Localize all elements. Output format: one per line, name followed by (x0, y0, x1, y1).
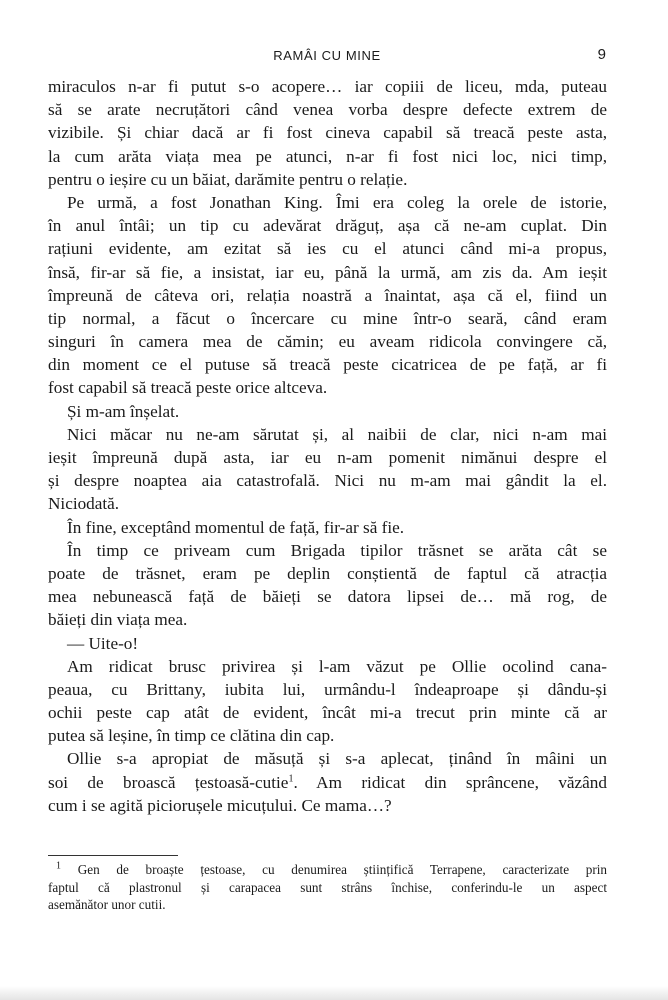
text-line: Ollie s-a apropiat de măsuță și s-a aplecat, ținând în mâini un (67, 749, 607, 769)
running-title: RAMÂI CU MINE (273, 48, 381, 63)
text-line: pentru o ieșire cu un băiat, darămite pentru o relație. (48, 169, 408, 189)
scan-edge-shadow (0, 986, 668, 1000)
text-line: și despre noaptea aia catastrofală. Nici nu m-am mai gândit la el. (48, 471, 607, 491)
page-header (48, 46, 606, 66)
text-line: fost capabil să treacă peste orice altceva. (48, 378, 328, 398)
text-line: în anul întâi; un tip cu adevărat drăguț, așa că ne-am cuplat. Din (48, 216, 607, 236)
footnote-reference[interactable]: 1 (288, 772, 294, 784)
text-line: Niciodată. (48, 494, 120, 514)
text-line: ieșit împreună după asta, iar eu n-am pomenit nimănui despre el (48, 448, 607, 467)
text-fragment: soi de broască țestoasă-cutie (48, 772, 289, 792)
text-line: singuri în camera mea de cămin; eu aveam ridicola convingere că, (48, 332, 607, 352)
text-line: Pe urmă, a fost Jonathan King. Îmi era coleg la orele de istorie, (67, 192, 607, 212)
footnote-separator (48, 855, 178, 856)
text-line: rațiuni evidente, am ezitat să ies cu el atunci când mi-a propus, (48, 239, 607, 259)
text-line: împreună de câteva ori, relația noastră a înaintat, așa că el, fiind un (48, 285, 607, 305)
text-line: la cum arăta viața mea pe atunci, n-ar fi fost nici loc, nici timp, (48, 146, 607, 166)
text-line: În timp ce priveam cum Brigada tipilor trăsnet se arăta cât se (67, 540, 607, 560)
text-line: băieți din viața mea. (48, 610, 188, 630)
footnote-text: Gen de broaște țestoase, cu denumirea științifică Terrapene, caracterizate prin (77, 862, 608, 877)
text-line: cum i se agită piciorușele micuțului. Ce mama…? (48, 795, 392, 815)
text-line: peaua, cu Brittany, iubita lui, urmându-l îndeaproape și dându-și (48, 679, 607, 699)
text-line: Nici măcar nu ne-am sărutat și, al naibii de clar, nici n-am mai (67, 424, 607, 444)
body-text (48, 75, 607, 817)
page-number: 9 (597, 46, 606, 63)
text-line: însă, fir-ar să fie, a insistat, iar eu, până la urmă, am zis da. Am ieșit (48, 262, 607, 282)
text-line: Am ridicat brusc privirea și l-am văzut pe Ollie ocolind cana- (67, 656, 607, 676)
text-line: În fine, exceptând momentul de față, fir-ar să fie. (67, 517, 405, 537)
text-line: mea nebunească față de băieți se datora lipsei de… mă rog, de (48, 587, 607, 607)
text-line (48, 771, 607, 794)
footnote-line: faptul că plastronul și carapacea sunt strâns închise, conferindu-le un aspect (48, 879, 607, 895)
footnote-marker: 1 (56, 860, 61, 872)
footnote-line: asemănător unor cutii. (48, 897, 166, 912)
text-line: miraculos n-ar fi putut s-o acopere… iar copiii de liceu, mda, puteau (48, 77, 607, 96)
text-line: ochii peste cap atât de evident, încât mi-a trecut prin minte că ar (48, 703, 607, 723)
footnote (48, 861, 607, 914)
footnote-line (48, 861, 607, 879)
dialogue-line: — Uite-o! (67, 633, 139, 653)
text-line: vizibile. Și chiar dacă ar fi fost cineva capabil să treacă peste asta, (48, 123, 607, 143)
text-line: Și m-am înșelat. (67, 401, 180, 421)
text-line: poate de trăsnet, eram pe deplin conștientă de faptul că atracția (48, 563, 607, 583)
text-line: să se arate necruțători când venea vorba despre defecte extrem de (48, 100, 607, 120)
text-line: putea să leșine, în timp ce clătina din cap. (48, 726, 335, 746)
text-fragment: . Am ridicat din sprâncene, văzând (293, 772, 607, 792)
text-line: din moment ce el putuse să treacă peste cicatricea de pe față, ar fi (48, 355, 607, 375)
text-line: tip normal, a făcut o încercare cu mine într-o seară, când eram (48, 308, 607, 328)
